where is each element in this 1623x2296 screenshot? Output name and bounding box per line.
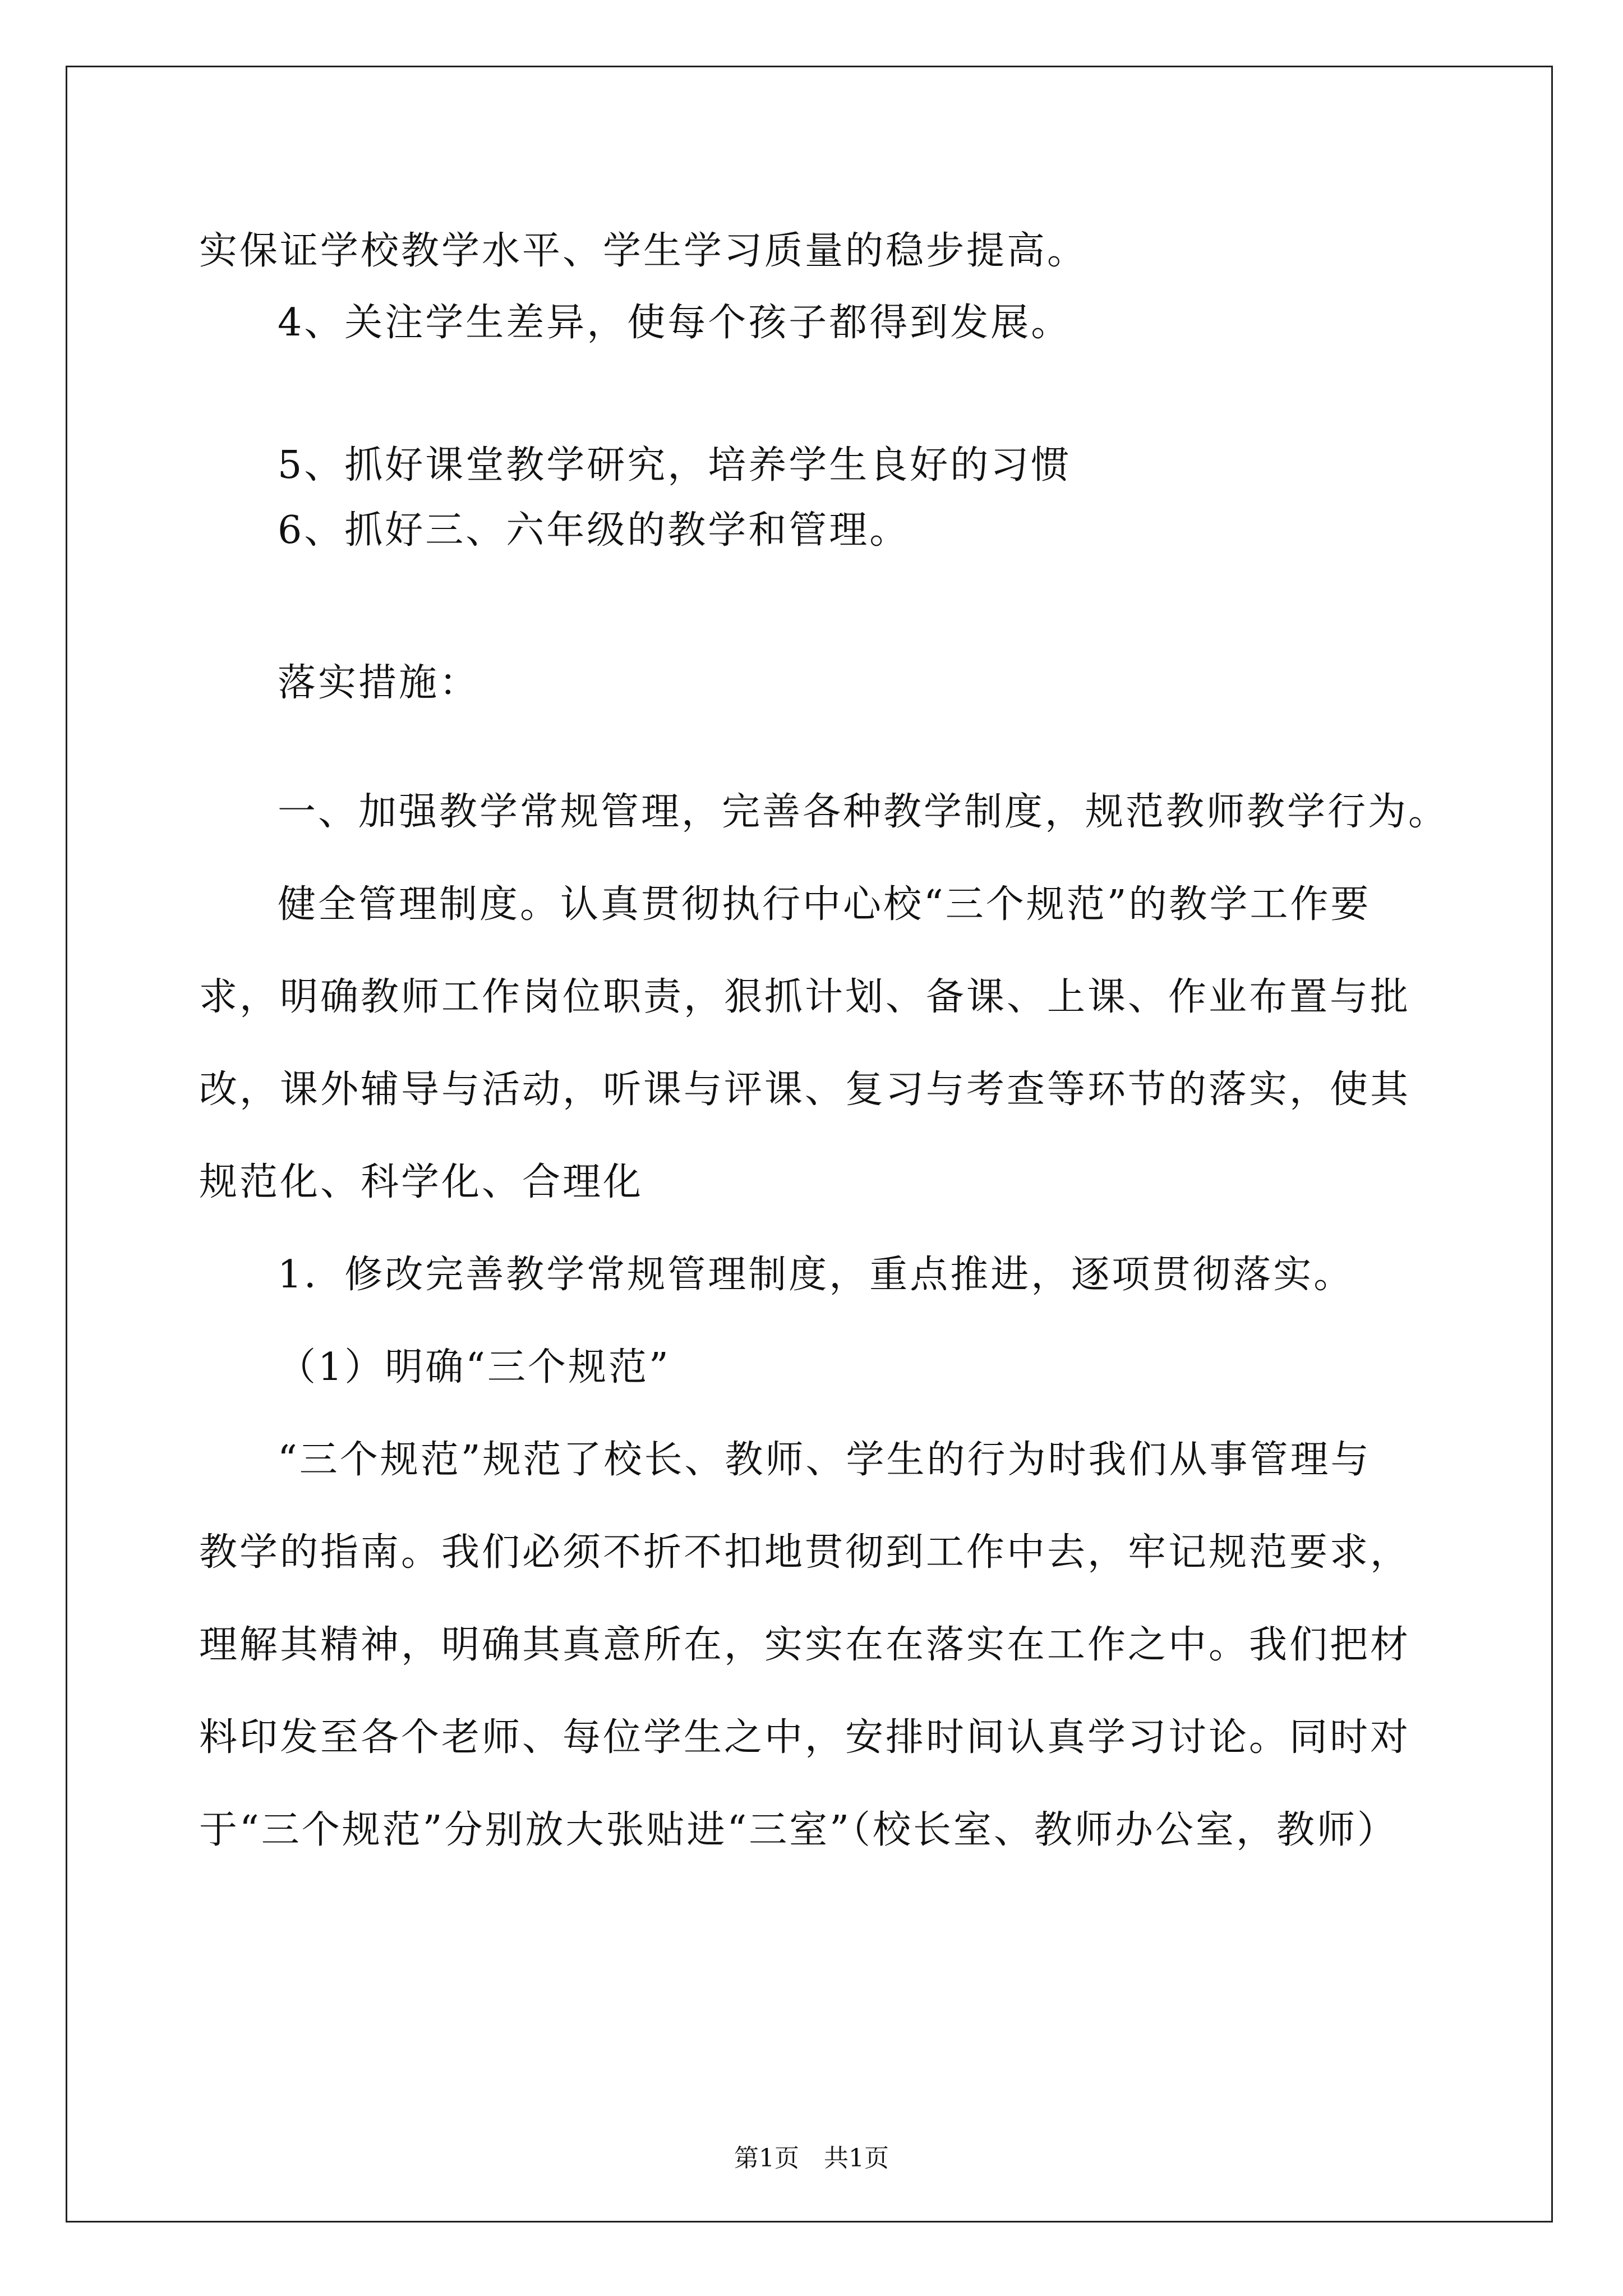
text-line: 料印发至各个老师、每位学生之中，安排时间认真学习讨论。同时对 <box>199 1715 1411 1760</box>
text-line: （1）明确“三个规范” <box>278 1345 671 1389</box>
page-border <box>66 66 1553 2223</box>
text-line: 求，明确教师工作岗位职责，狠抓计划、备课、上课、作业布置与批 <box>199 975 1411 1019</box>
text-line: 实保证学校教学水平、学生学习质量的稳步提高。 <box>199 229 1088 273</box>
text-line: 1．修改完善教学常规管理制度，重点推进，逐项贯彻落实。 <box>278 1253 1354 1297</box>
text-line: 5、抓好课堂教学研究，培养学生良好的习惯 <box>278 443 1072 487</box>
text-line: 落实措施： <box>278 661 480 705</box>
text-line: 4、关注学生差异，使每个孩子都得到发展。 <box>278 301 1072 345</box>
text-line: 改，课外辅导与活动，听课与评课、复习与考查等环节的落实，使其 <box>199 1068 1411 1112</box>
text-line: 一、加强教学常规管理，完善各种教学制度，规范教师教学行为。 <box>278 790 1449 834</box>
page-number: 第1页 共1页 <box>734 2144 889 2173</box>
text-line: 理解其精神，明确其真意所在，实实在在落实在工作之中。我们把材 <box>199 1623 1411 1667</box>
text-line: 于“三个规范”分别放大张贴进“三室”（校长室、教师办公室，教师） <box>199 1808 1398 1852</box>
text-line: 规范化、科学化、合理化 <box>199 1160 644 1204</box>
text-line: “三个规范”规范了校长、教师、学生的行为时我们从事管理与 <box>278 1438 1371 1482</box>
text-line: 健全管理制度。认真贯彻执行中心校“三个规范”的教学工作要 <box>278 882 1371 927</box>
text-line: 教学的指南。我们必须不折不扣地贯彻到工作中去，牢记规范要求， <box>199 1530 1411 1575</box>
text-line: 6、抓好三、六年级的教学和管理。 <box>278 508 910 553</box>
